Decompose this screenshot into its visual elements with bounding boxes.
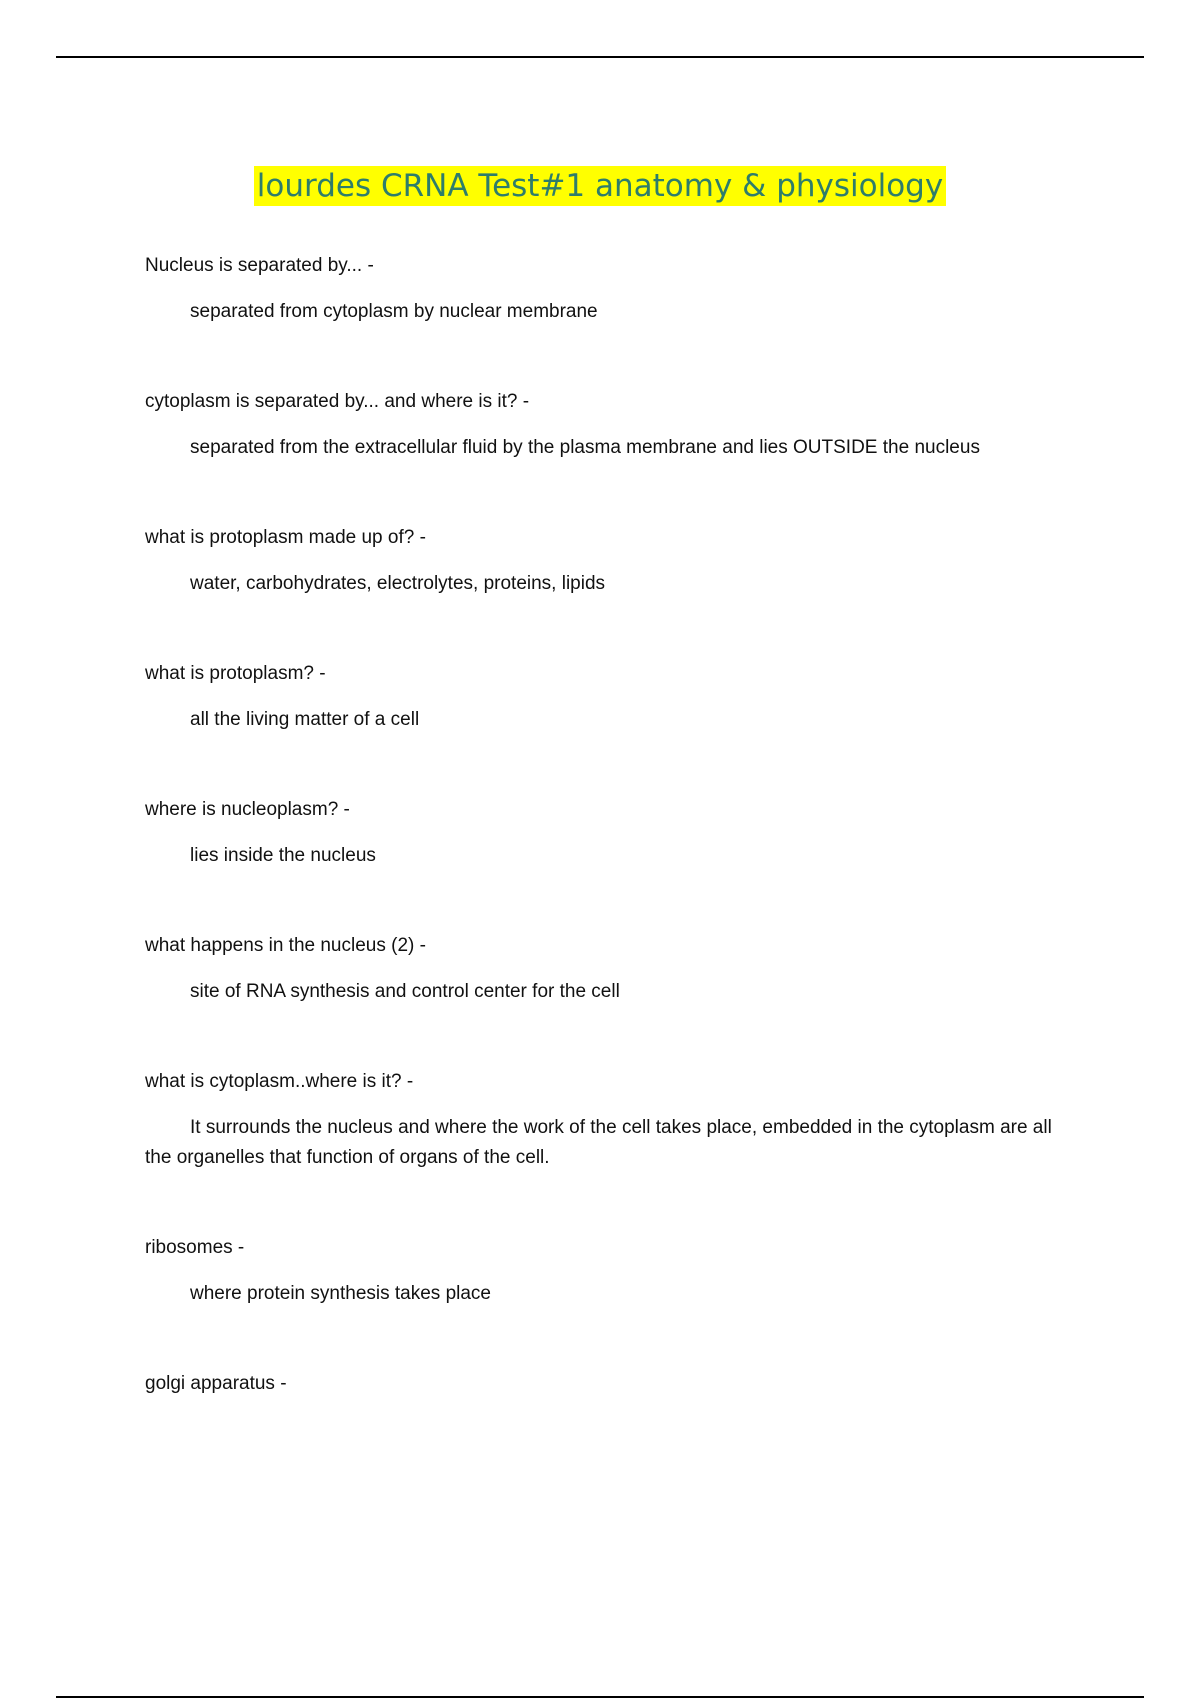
answer-text: site of RNA synthesis and control center for the cell bbox=[190, 981, 620, 1002]
qa-item bbox=[145, 389, 1075, 525]
answer-text: lies inside the nucleus bbox=[190, 845, 376, 866]
answer-text: separated from the extracellular fluid by the plasma membrane and lies OUTSIDE the nucleus bbox=[190, 437, 980, 458]
question-text: ribosomes - bbox=[145, 1237, 245, 1258]
answer-text: separated from cytoplasm by nuclear membrane bbox=[190, 301, 598, 322]
qa-item bbox=[145, 253, 1075, 389]
question-text: where is nucleoplasm? - bbox=[145, 799, 350, 820]
qa-item bbox=[145, 525, 1075, 661]
question-text: what is cytoplasm..where is it? - bbox=[145, 1071, 414, 1092]
bottom-rule bbox=[56, 1696, 1144, 1698]
qa-item bbox=[145, 797, 1075, 933]
answer-text: all the living matter of a cell bbox=[190, 709, 420, 730]
question-text: what is protoplasm? - bbox=[145, 663, 326, 684]
question-text: golgi apparatus - bbox=[145, 1373, 287, 1394]
qa-item bbox=[145, 1235, 1075, 1371]
question-text: cytoplasm is separated by... and where is it? - bbox=[145, 391, 530, 412]
question-text: what is protoplasm made up of? - bbox=[145, 527, 426, 548]
qa-item bbox=[145, 1371, 1075, 1507]
qa-item bbox=[145, 933, 1075, 1069]
top-rule bbox=[56, 56, 1144, 58]
title-wrap bbox=[0, 166, 1200, 206]
answer-text: water, carbohydrates, electrolytes, proteins, lipids bbox=[190, 573, 606, 594]
qa-item bbox=[145, 1069, 1075, 1235]
question-text: what happens in the nucleus (2) - bbox=[145, 935, 426, 956]
answer-text: where protein synthesis takes place bbox=[190, 1283, 491, 1304]
document-title: lourdes CRNA Test#1 anatomy & physiology bbox=[254, 166, 946, 206]
qa-item bbox=[145, 661, 1075, 797]
answer-text: It surrounds the nucleus and where the work of the cell takes place, embedded in the cytoplasm are all the organelles that function of organs of the cell. bbox=[145, 1117, 1052, 1168]
question-text: Nucleus is separated by... - bbox=[145, 255, 374, 276]
qa-list bbox=[145, 253, 1075, 1507]
